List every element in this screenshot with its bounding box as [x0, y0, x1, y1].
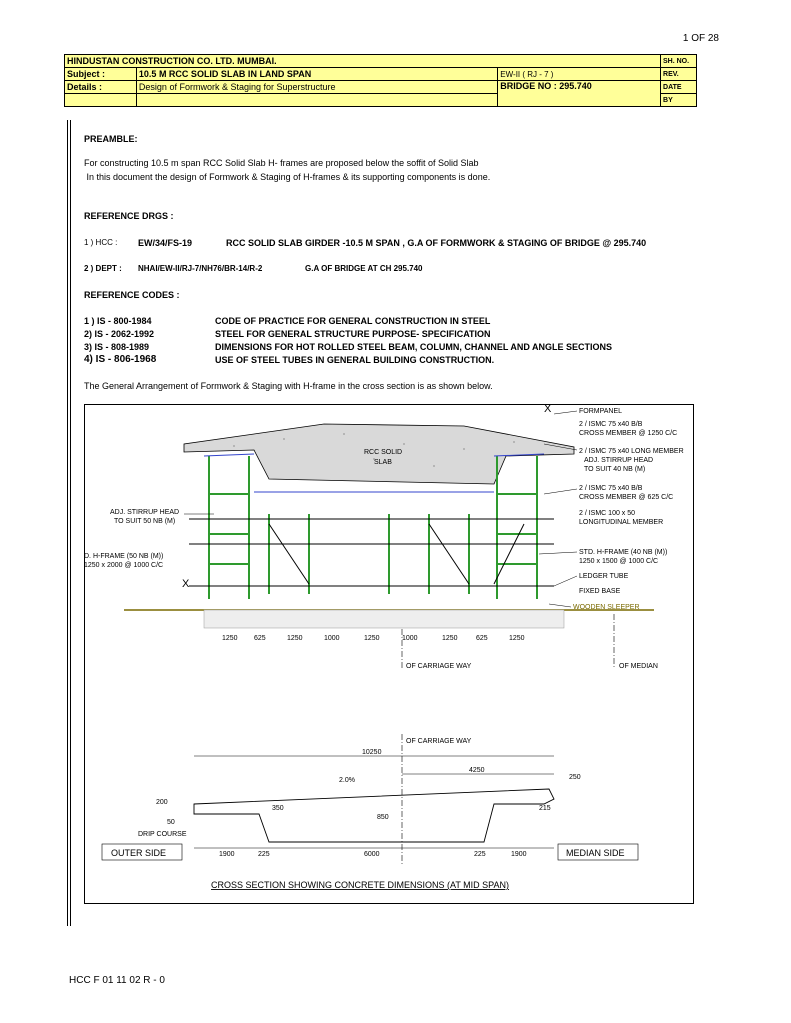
- section-right-top: 250: [569, 774, 581, 781]
- drg-2-ref: NHAI/EW-II/RJ-7/NH76/BR-14/R-2: [138, 264, 263, 273]
- label: FORMPANEL: [579, 408, 623, 415]
- section-half: 4250: [469, 767, 485, 774]
- details-label: Details :: [65, 81, 137, 94]
- dim: 1900: [511, 851, 527, 858]
- reference-drgs-heading: REFERENCE DRGS :: [84, 211, 174, 221]
- dim: 1250: [442, 635, 458, 642]
- staging-drawing: [84, 404, 694, 904]
- section-depth-mid: 850: [377, 814, 389, 821]
- section-right-small: 215: [539, 805, 551, 812]
- margin-line: [67, 120, 68, 926]
- by-label: BY: [661, 94, 697, 107]
- x-mark: X: [182, 578, 190, 590]
- code-1: 1 ) IS - 800-1984: [84, 316, 152, 326]
- label: STD. H-FRAME (40 NB (M)): [579, 549, 668, 556]
- section-notch: 350: [272, 805, 284, 812]
- dim: 6000: [364, 851, 380, 858]
- label: D. H-FRAME (50 NB (M)): [84, 553, 164, 560]
- blank-cell: [65, 94, 137, 107]
- section-outline: [194, 789, 554, 842]
- section-caption: CROSS SECTION SHOWING CONCRETE DIMENSIONS (AT MID SPAN): [211, 880, 510, 890]
- label: ADJ. STIRRUP HEAD: [584, 457, 654, 464]
- bottom-dimensions: [222, 635, 525, 642]
- bridge-number: BRIDGE NO : 295.740: [498, 81, 661, 107]
- slab-label-2: SLAB: [374, 459, 392, 466]
- preamble-line-2: In this document the design of Formwork & Staging of H-frames & its supporting components is done.: [84, 172, 491, 182]
- subject-value: 10.5 M RCC SOLID SLAB IN LAND SPAN: [136, 68, 497, 81]
- label: LONGITUDINAL MEMBER: [579, 519, 664, 526]
- rev-label: REV.: [661, 68, 697, 81]
- blank-cell: [136, 94, 497, 107]
- outer-side-label: OUTER SIDE: [111, 848, 167, 858]
- slab-label-1: RCC SOLID: [364, 449, 403, 456]
- label: ADJ. STIRRUP HEAD: [110, 509, 180, 516]
- dim: 225: [258, 851, 270, 858]
- title-block: [64, 54, 697, 107]
- dim: 1250: [364, 635, 380, 642]
- label: FIXED BASE: [579, 588, 621, 595]
- label: 2 / ISMC 75 x40 B/B: [579, 421, 643, 428]
- form-number: HCC F 01 11 02 R - 0: [69, 975, 165, 986]
- right-labels: [544, 404, 684, 611]
- code-2-desc: STEEL FOR GENERAL STRUCTURE PURPOSE- SPECIFICATION: [215, 329, 491, 339]
- label: CROSS MEMBER @ 625 C/C: [579, 494, 674, 501]
- section-cl: OF CARRIAGE WAY: [406, 738, 472, 745]
- dim: 1000: [324, 635, 340, 642]
- cross-section: [102, 734, 638, 890]
- drg-2-desc: G.A OF BRIDGE AT CH 295.740: [305, 264, 423, 273]
- ledger-tubes: [189, 519, 554, 586]
- subject-label: Subject :: [65, 68, 137, 81]
- reference-codes-heading: REFERENCE CODES :: [84, 290, 180, 300]
- label: TO SUIT 50 NB (M): [114, 518, 176, 525]
- ga-sentence: The General Arrangement of Formwork & Staging with H-frame in the cross section is as shown below.: [84, 381, 493, 391]
- section-drip-label: DRIP COURSE: [138, 831, 187, 838]
- code-2: 2) IS - 2062-1992: [84, 329, 155, 339]
- section-left-depth: 200: [156, 799, 168, 806]
- sleeper-bed: [204, 610, 564, 628]
- section-overall: 10250: [362, 749, 382, 756]
- preamble-line-1: For constructing 10.5 m span RCC Solid Slab H- frames are proposed below the soffit of Solid Slab: [84, 158, 479, 168]
- code-4: 4) IS - 806-1968: [84, 354, 157, 365]
- cl-median: OF MEDIAN: [619, 663, 658, 670]
- dim: 1250: [509, 635, 525, 642]
- preamble-heading: PREAMBLE:: [84, 134, 138, 144]
- label: 2 / ISMC 100 x 50: [579, 510, 636, 517]
- margin-line: [70, 120, 71, 926]
- label: 2 / ISMC 75 x40 B/B: [579, 485, 643, 492]
- dim: 1250: [222, 635, 238, 642]
- sheet-no-label: SH. NO.: [661, 55, 697, 68]
- drg-1-no: 1 ) HCC :: [84, 238, 118, 247]
- section-drip: 50: [167, 819, 175, 826]
- dim: 225: [474, 851, 486, 858]
- label: 2 / ISMC 75 x40 LONG MEMBER: [579, 448, 684, 455]
- x-mark: X: [544, 404, 552, 415]
- code-4-desc: USE OF STEEL TUBES IN GENERAL BUILDING CONSTRUCTION.: [215, 355, 495, 365]
- label: CROSS MEMBER @ 1250 C/C: [579, 430, 678, 437]
- label: LEDGER TUBE: [579, 573, 629, 580]
- dim: 1000: [402, 635, 418, 642]
- code-1-desc: CODE OF PRACTICE FOR GENERAL CONSTRUCTION IN STEEL: [215, 316, 491, 326]
- dim: 1900: [219, 851, 235, 858]
- label: 1250 x 1500 @ 1000 C/C: [579, 558, 659, 565]
- code-3-desc: DIMENSIONS FOR HOT ROLLED STEEL BEAM, COLUMN, CHANNEL AND ANGLE SECTIONS: [215, 342, 613, 352]
- page-number: 1 OF 28: [682, 33, 719, 44]
- details-value: Design of Formwork & Staging for Superstructure: [136, 81, 497, 94]
- drg-1-ref: EW/34/FS-19: [138, 238, 193, 248]
- label: WOODEN SLEEPER: [573, 604, 640, 611]
- label: 1250 x 2000 @ 1000 C/C: [84, 562, 164, 569]
- cl-carriageway: OF CARRIAGE WAY: [406, 663, 472, 670]
- dim: 1250: [287, 635, 303, 642]
- label: TO SUIT 40 NB (M): [584, 466, 646, 473]
- drg-1-desc: RCC SOLID SLAB GIRDER -10.5 M SPAN , G.A OF FORMWORK & STAGING OF BRIDGE @ 295.740: [226, 238, 647, 248]
- ew-reference: EW-II ( RJ - 7 ): [498, 68, 661, 81]
- median-side-label: MEDIAN SIDE: [566, 848, 625, 858]
- left-labels: [84, 509, 190, 590]
- company-name: HINDUSTAN CONSTRUCTION CO. LTD. MUMBAI.: [65, 55, 661, 68]
- section-slope: 2.0%: [339, 777, 355, 784]
- date-label: DATE: [661, 81, 697, 94]
- drg-2-no: 2 ) DEPT :: [84, 264, 122, 273]
- code-3: 3) IS - 808-1989: [84, 342, 150, 352]
- dim: 625: [254, 635, 266, 642]
- dim: 625: [476, 635, 488, 642]
